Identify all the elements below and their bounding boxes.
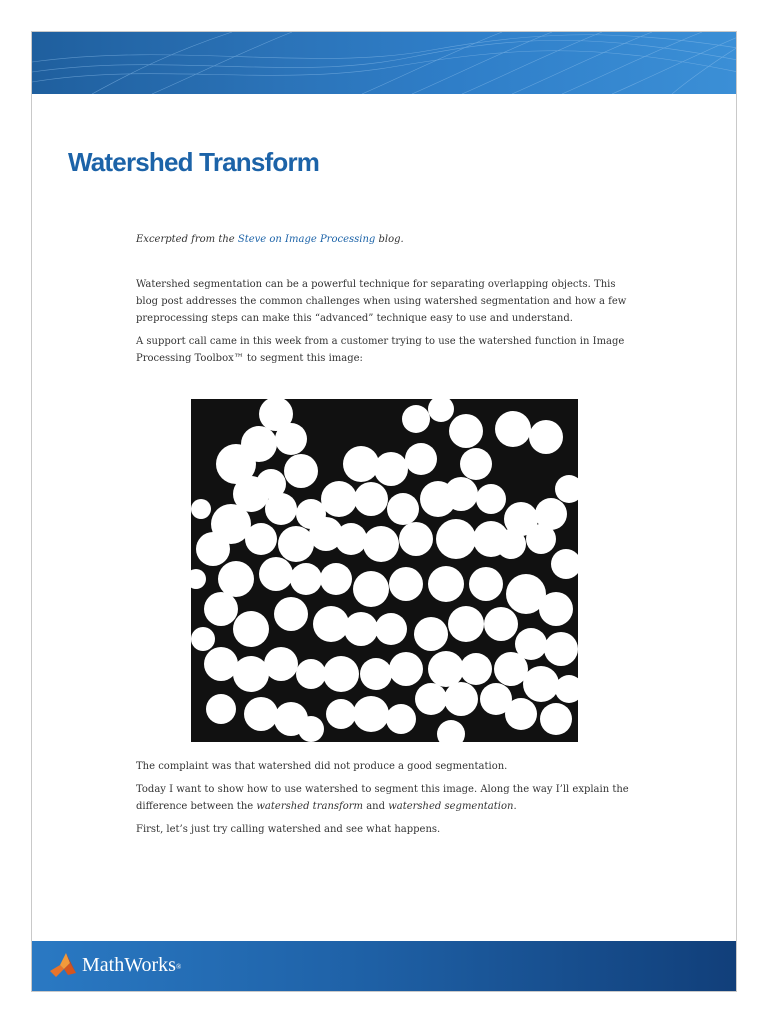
blob: [444, 682, 478, 716]
blob: [437, 720, 465, 742]
excerpt-suffix: blog.: [375, 234, 404, 245]
blob: [428, 399, 454, 422]
blob: [505, 698, 537, 730]
blob: [206, 694, 236, 724]
document-page: [31, 31, 737, 992]
blob: [555, 475, 578, 503]
blob: [428, 566, 464, 602]
blob: [360, 658, 392, 690]
blob: [495, 411, 531, 447]
blob: [298, 716, 324, 742]
excerpt-line: [136, 231, 636, 254]
blob: [540, 703, 572, 735]
blob: [476, 484, 506, 514]
blob: [436, 519, 476, 559]
blob: [191, 627, 215, 651]
blob: [313, 606, 349, 642]
blob: [233, 611, 269, 647]
blob: [343, 446, 379, 482]
blob: [460, 448, 492, 480]
blob: [414, 617, 448, 651]
blob-image-svg: [191, 399, 578, 742]
watershed-segmentation-term: watershed segmentation: [388, 801, 514, 812]
blob: [233, 656, 269, 692]
excerpt-prefix: Excerpted from the: [136, 234, 238, 245]
watershed-transform-term: watershed transform: [256, 801, 364, 812]
page-title: Watershed Transform: [68, 147, 320, 177]
blob: [544, 632, 578, 666]
blob: [428, 651, 464, 687]
blob: [389, 652, 423, 686]
blob: [275, 423, 307, 455]
blob: [244, 697, 278, 731]
wave-pattern-decoration: [32, 32, 736, 94]
first-line-paragraph: First, let’s just try calling watershed and see what happens.: [136, 824, 441, 835]
blob: [296, 659, 326, 689]
blob: [320, 563, 352, 595]
complaint-paragraph: The complaint was that watershed did not produce a good segmentation.: [136, 761, 508, 772]
logo-text: MathWorks: [82, 953, 176, 976]
conclusion-section: [136, 758, 636, 844]
blob: [326, 699, 356, 729]
blog-link[interactable]: Steve on Image Processing: [237, 234, 376, 245]
logo-wordmark: [82, 954, 181, 977]
header-banner: [32, 32, 736, 94]
blob: [204, 647, 238, 681]
intro-section: [136, 276, 636, 373]
today-middle: and: [363, 801, 389, 812]
blob: [415, 683, 447, 715]
blob: [389, 567, 423, 601]
blob: [469, 567, 503, 601]
membrane-icon: [48, 951, 78, 979]
blob: [363, 526, 399, 562]
today-before: Today I want to show how to use watershed to segment this image. Along the way I’ll explain the difference between the: [136, 784, 629, 812]
blob: [539, 592, 573, 626]
blob: [218, 561, 254, 597]
blob: [321, 481, 357, 517]
blob: [444, 477, 478, 511]
blob: [290, 563, 322, 595]
blob: [335, 523, 367, 555]
blob: [551, 549, 578, 579]
blob: [191, 499, 211, 519]
blob: [353, 571, 389, 607]
segmentation-image: [191, 399, 578, 742]
footer-banner: [32, 941, 736, 991]
blob: [274, 597, 308, 631]
blob: [196, 532, 230, 566]
today-after: .: [513, 801, 517, 812]
blob: [284, 454, 318, 488]
blob: [354, 482, 388, 516]
blob: [449, 414, 483, 448]
mathworks-logo: [48, 951, 181, 979]
blob: [523, 666, 559, 702]
blob: [402, 405, 430, 433]
blob: [245, 523, 277, 555]
blob: [323, 656, 359, 692]
intro-paragraph: Watershed segmentation can be a powerful technique for separating overlapping objects. This blog post addresses the common challenges when using watershed segmentation and how a few preprocessing steps can make this “advanced” technique easy to use and understand.: [136, 279, 627, 324]
blob: [387, 493, 419, 525]
blob: [353, 696, 389, 732]
blob: [344, 612, 378, 646]
blob: [496, 529, 526, 559]
blob: [526, 524, 556, 554]
blob: [191, 569, 206, 589]
blob: [405, 443, 437, 475]
blob: [494, 652, 528, 686]
blob: [265, 493, 297, 525]
blob: [460, 653, 492, 685]
blob: [259, 557, 293, 591]
blob: [204, 592, 238, 626]
blob: [448, 606, 484, 642]
blob: [529, 420, 563, 454]
blob: [555, 675, 578, 703]
support-paragraph: A support call came in this week from a customer trying to use the watershed function in Image Processing Toolbox™ to segment this image:: [136, 336, 625, 364]
blob: [375, 613, 407, 645]
blob: [374, 452, 408, 486]
blob: [264, 647, 298, 681]
logo-trademark: ®: [175, 962, 182, 971]
blob: [278, 526, 314, 562]
blob: [484, 607, 518, 641]
blob: [386, 704, 416, 734]
today-paragraph: [136, 781, 636, 815]
blob: [399, 522, 433, 556]
